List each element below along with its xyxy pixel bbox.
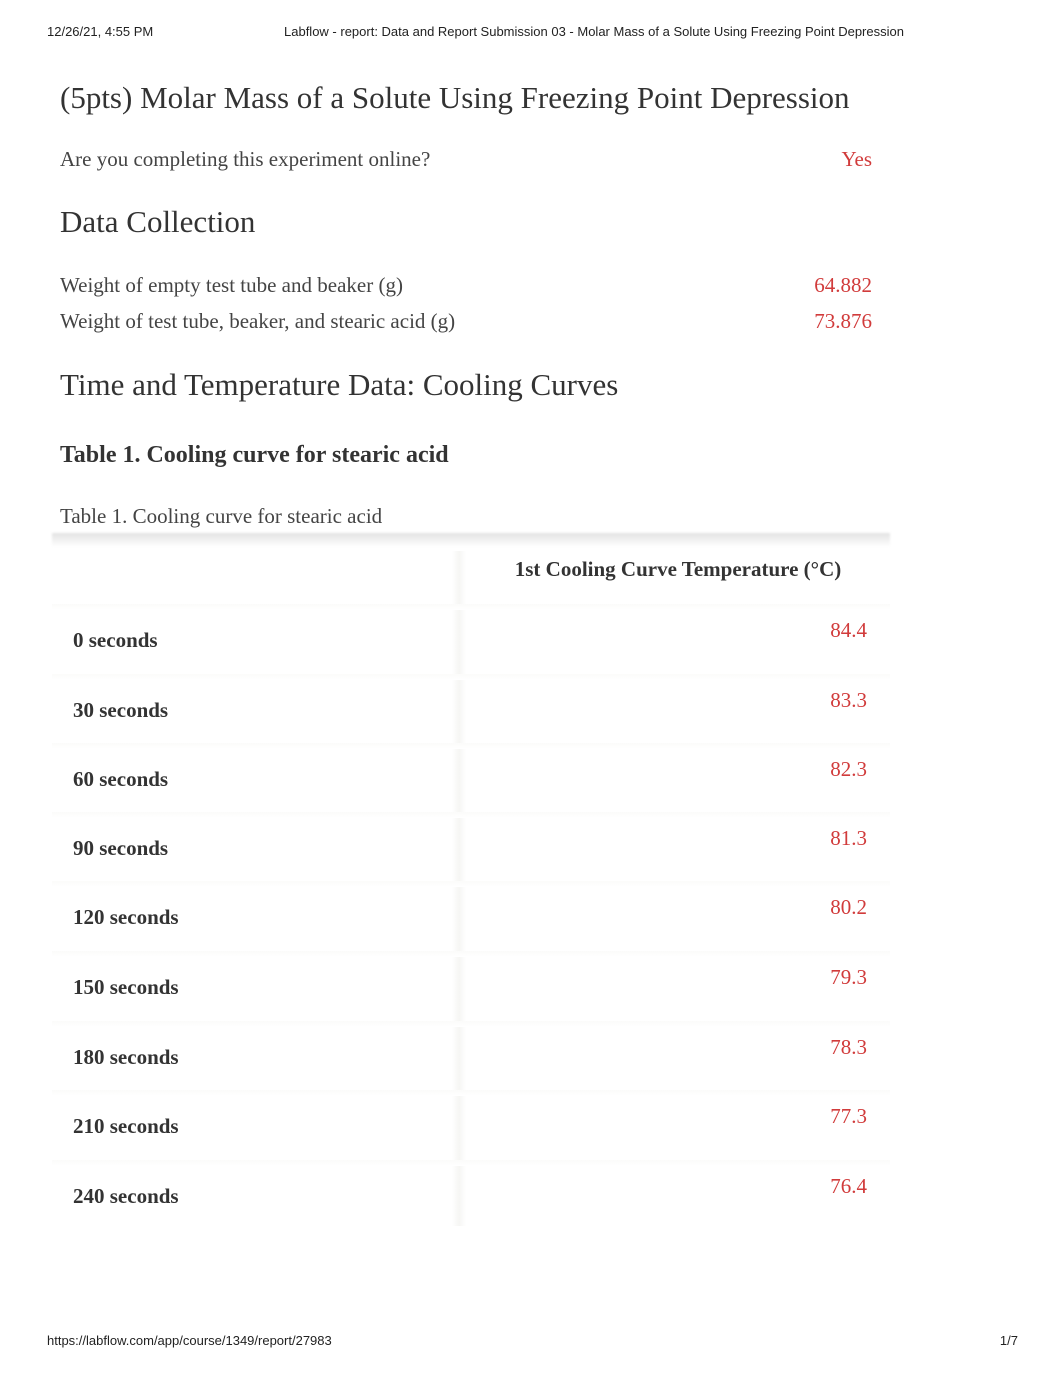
row-time-label: 90 seconds: [73, 836, 169, 860]
row-temperature-value: 80.2: [830, 895, 867, 919]
data-collection-heading: Data Collection: [60, 204, 256, 239]
row-band: [52, 812, 890, 818]
print-footer: [47, 1333, 1018, 1351]
row-temperature-value: 83.3: [830, 688, 867, 712]
time-temperature-heading: Time and Temperature Data: Cooling Curves: [60, 367, 619, 402]
data-collection-label: Weight of empty test tube and beaker (g): [60, 273, 403, 297]
table-row: [52, 674, 890, 743]
row-temperature-value: 77.3: [830, 1104, 867, 1128]
print-page-number: 1/7: [999, 1333, 1018, 1348]
row-band: [52, 881, 890, 887]
row-temperature-value: 82.3: [830, 757, 867, 781]
table-row: [52, 812, 890, 881]
row-time-label: 120 seconds: [73, 905, 179, 929]
row-time-label: 0 seconds: [73, 628, 158, 652]
row-temperature-value: 76.4: [830, 1174, 867, 1198]
table-row: [52, 604, 890, 673]
row-band: [52, 674, 890, 680]
print-footer-url: https://labflow.com/app/course/1349/report/27983: [47, 1333, 332, 1348]
print-datetime: 12/26/21, 4:55 PM: [47, 24, 154, 39]
table-column-header: 1st Cooling Curve Temperature (°C): [514, 557, 842, 581]
row-band: [52, 604, 890, 610]
row-band: [52, 1160, 890, 1166]
table-row: [52, 881, 890, 950]
row-temperature-value: 84.4: [830, 618, 867, 642]
table-row: [52, 743, 890, 812]
row-time-label: 60 seconds: [73, 767, 169, 791]
table-row: [52, 951, 890, 1020]
row-band: [52, 1090, 890, 1096]
table1-heading: Table 1. Cooling curve for stearic acid: [60, 442, 449, 468]
online-question-label: Are you completing this experiment online?: [60, 147, 431, 171]
data-collection-label: Weight of test tube, beaker, and stearic acid (g): [60, 309, 456, 333]
table-row: [52, 1160, 890, 1229]
row-time-label: 30 seconds: [73, 698, 169, 722]
online-question-answer: Yes: [841, 147, 872, 171]
online-question-row: [60, 147, 872, 175]
row-time-label: 210 seconds: [73, 1114, 179, 1138]
table-row: [52, 1021, 890, 1090]
table1-caption: Table 1. Cooling curve for stearic acid: [60, 504, 383, 528]
print-header: [47, 24, 1018, 42]
data-collection-row: [60, 273, 872, 301]
row-time-label: 180 seconds: [73, 1045, 179, 1069]
row-band: [52, 1021, 890, 1027]
row-band: [52, 743, 890, 749]
row-time-label: 150 seconds: [73, 975, 179, 999]
data-collection-value: 64.882: [814, 273, 872, 297]
row-band: [52, 951, 890, 957]
table-row: [52, 1090, 890, 1159]
print-document-title: Labflow - report: Data and Report Submission 03 - Molar Mass of a Solute Using Freezing Point Depression: [284, 24, 904, 39]
row-temperature-value: 81.3: [830, 826, 867, 850]
data-collection-value: 73.876: [814, 309, 872, 333]
row-temperature-value: 78.3: [830, 1035, 867, 1059]
table-top-shadow: [52, 533, 890, 547]
row-time-label: 240 seconds: [73, 1184, 179, 1208]
row-temperature-value: 79.3: [830, 965, 867, 989]
cooling-curve-table: [52, 533, 890, 1226]
data-collection-row: [60, 309, 872, 337]
report-title: (5pts) Molar Mass of a Solute Using Freezing Point Depression: [60, 80, 850, 115]
